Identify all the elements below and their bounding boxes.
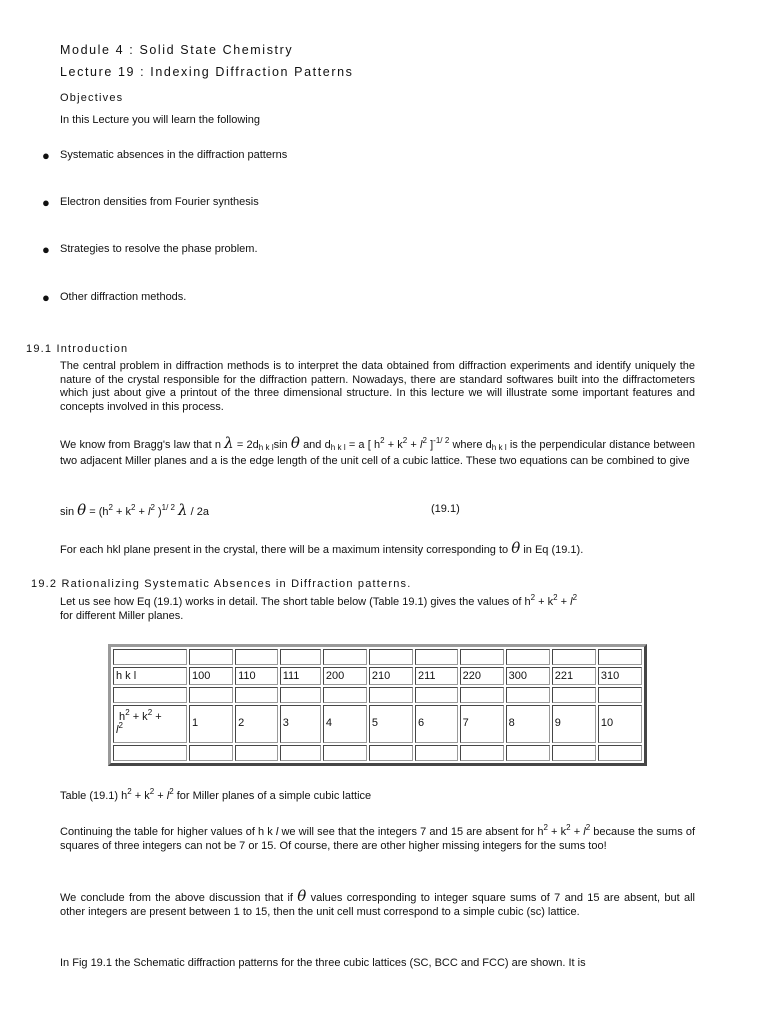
objective-text: Other diffraction methods. (60, 291, 187, 303)
table-cell: 8 (506, 705, 550, 742)
table-cell: 2 (235, 705, 278, 742)
table-cell: 211 (415, 667, 458, 685)
objectives-intro: In this Lecture you will learn the following (60, 114, 260, 126)
lecture-title: Lecture 19 : Indexing Diffraction Patterns (60, 65, 354, 79)
fig-19-1-paragraph: In Fig 19.1 the Schematic diffraction patterns for the three cubic lattices (SC, BCC and FCC) are shown. It is (60, 957, 586, 969)
table-row (113, 649, 642, 665)
bullet-icon: ● (42, 290, 50, 305)
table-cell: 7 (460, 705, 504, 742)
table-cell: 10 (598, 705, 642, 742)
table-cell: 310 (598, 667, 642, 685)
lambda-symbol: λ (224, 434, 234, 452)
table-caption: Table (19.1) $h^2 + k^2 + l^2$ for Miller planes of a simple cubic lattice (60, 787, 372, 802)
theta-symbol: θ (290, 434, 300, 452)
table-cell: 5 (369, 705, 413, 742)
intro-paragraph: The central problem in diffraction methods is to interpret the data obtained from diffraction experiments and identify uniquely the nature of the crystal responsible for the diffraction pattern. Nowadays, there are standard softwares built into the diffractometers which just about give a printout of the three dimensional structure. In this lecture we will illustrate some important features and concepts involved in this process. (60, 360, 695, 413)
objective-text: Electron densities from Fourier synthesis (60, 196, 259, 208)
module-title: Module 4 : Solid State Chemistry (60, 43, 294, 57)
table-cell: 220 (460, 667, 504, 685)
table-cell: 210 (369, 667, 413, 685)
section-heading-introduction: 19.1 Introduction (26, 343, 129, 355)
conclusion-paragraph: We conclude from the above discussion that if θ values corresponding to integer square sums of 7 and 15 are absent, but all other integers are present between 1 to 15, then the unit cell must correspond to a simple cubic (sc) lattice. (60, 887, 695, 918)
bragg-paragraph: We know from Bragg's law that n $\lambda = 2d_{h k l}\sin$ θ and $d_{h k l} = a$ [ $h^2 + k^2 + l^2$ ]$^{-1/ 2}$ where $d_{h k l}$ is the perpendicular distance between two adjacent Miller planes and a is the edge length of the unit cell of a cubic lattice. These two equations can be combined to give (60, 434, 696, 467)
row-label-hkl: h k l (113, 667, 187, 685)
bullet-icon: ● (42, 195, 50, 210)
lambda-symbol: λ (178, 501, 188, 519)
table-cell: 6 (415, 705, 458, 742)
table-row (113, 687, 642, 703)
table-cell: 4 (323, 705, 367, 742)
bullet-icon: ● (42, 148, 50, 163)
table-intro-paragraph: Let us see how Eq (19.1) works in detail. The short table below (Table 19.1) gives the values of $h^2 + k^2 + l^2$ for different Miller planes. (60, 593, 578, 622)
table-cell: 111 (280, 667, 321, 685)
table-cell: 100 (189, 667, 233, 685)
theta-symbol: θ (297, 887, 307, 905)
equation-number: (19.1) (431, 503, 460, 515)
table-cell: 300 (506, 667, 550, 685)
table-row (113, 745, 642, 761)
objective-text: Strategies to resolve the phase problem. (60, 243, 258, 255)
table-cell: 221 (552, 667, 596, 685)
table-cell: 110 (235, 667, 278, 685)
section-heading-systematic-absences: 19.2 Rationalizing Systematic Absences in Diffraction patterns. (31, 578, 412, 590)
theta-symbol: θ (511, 539, 521, 557)
table-cell: 9 (552, 705, 596, 742)
miller-planes-table (108, 644, 647, 766)
table-row (113, 705, 642, 742)
missing-integers-paragraph: Continuing the table for higher values of h k l we will see that the integers 7 and 15 are absent for $h^2 + k^2 + l^2$ because the sums of squares of three integers can not be 7 or 15. Of course, there are other higher missing integers for the sums too! (60, 823, 696, 852)
hkl-intensity-paragraph: For each hkl plane present in the crystal, there will be a maximum intensity corresponding to θ in Eq (19.1). (60, 539, 584, 557)
table-cell: 200 (323, 667, 367, 685)
objectives-heading: Objectives (60, 92, 124, 104)
row-label-square-sum: $h^2 + k^2$ + $l^2$ (113, 705, 187, 742)
equation-19-1: $\sin \theta = (h^2 + k^2 + l^2$ )$^{1/ 2}$ λ / 2a (60, 501, 209, 519)
theta-symbol: θ (77, 501, 87, 519)
table-cell: 3 (280, 705, 321, 742)
objective-text: Systematic absences in the diffraction patterns (60, 149, 288, 161)
table-cell: 1 (189, 705, 233, 742)
bullet-icon: ● (42, 242, 50, 257)
table-row (113, 667, 642, 685)
